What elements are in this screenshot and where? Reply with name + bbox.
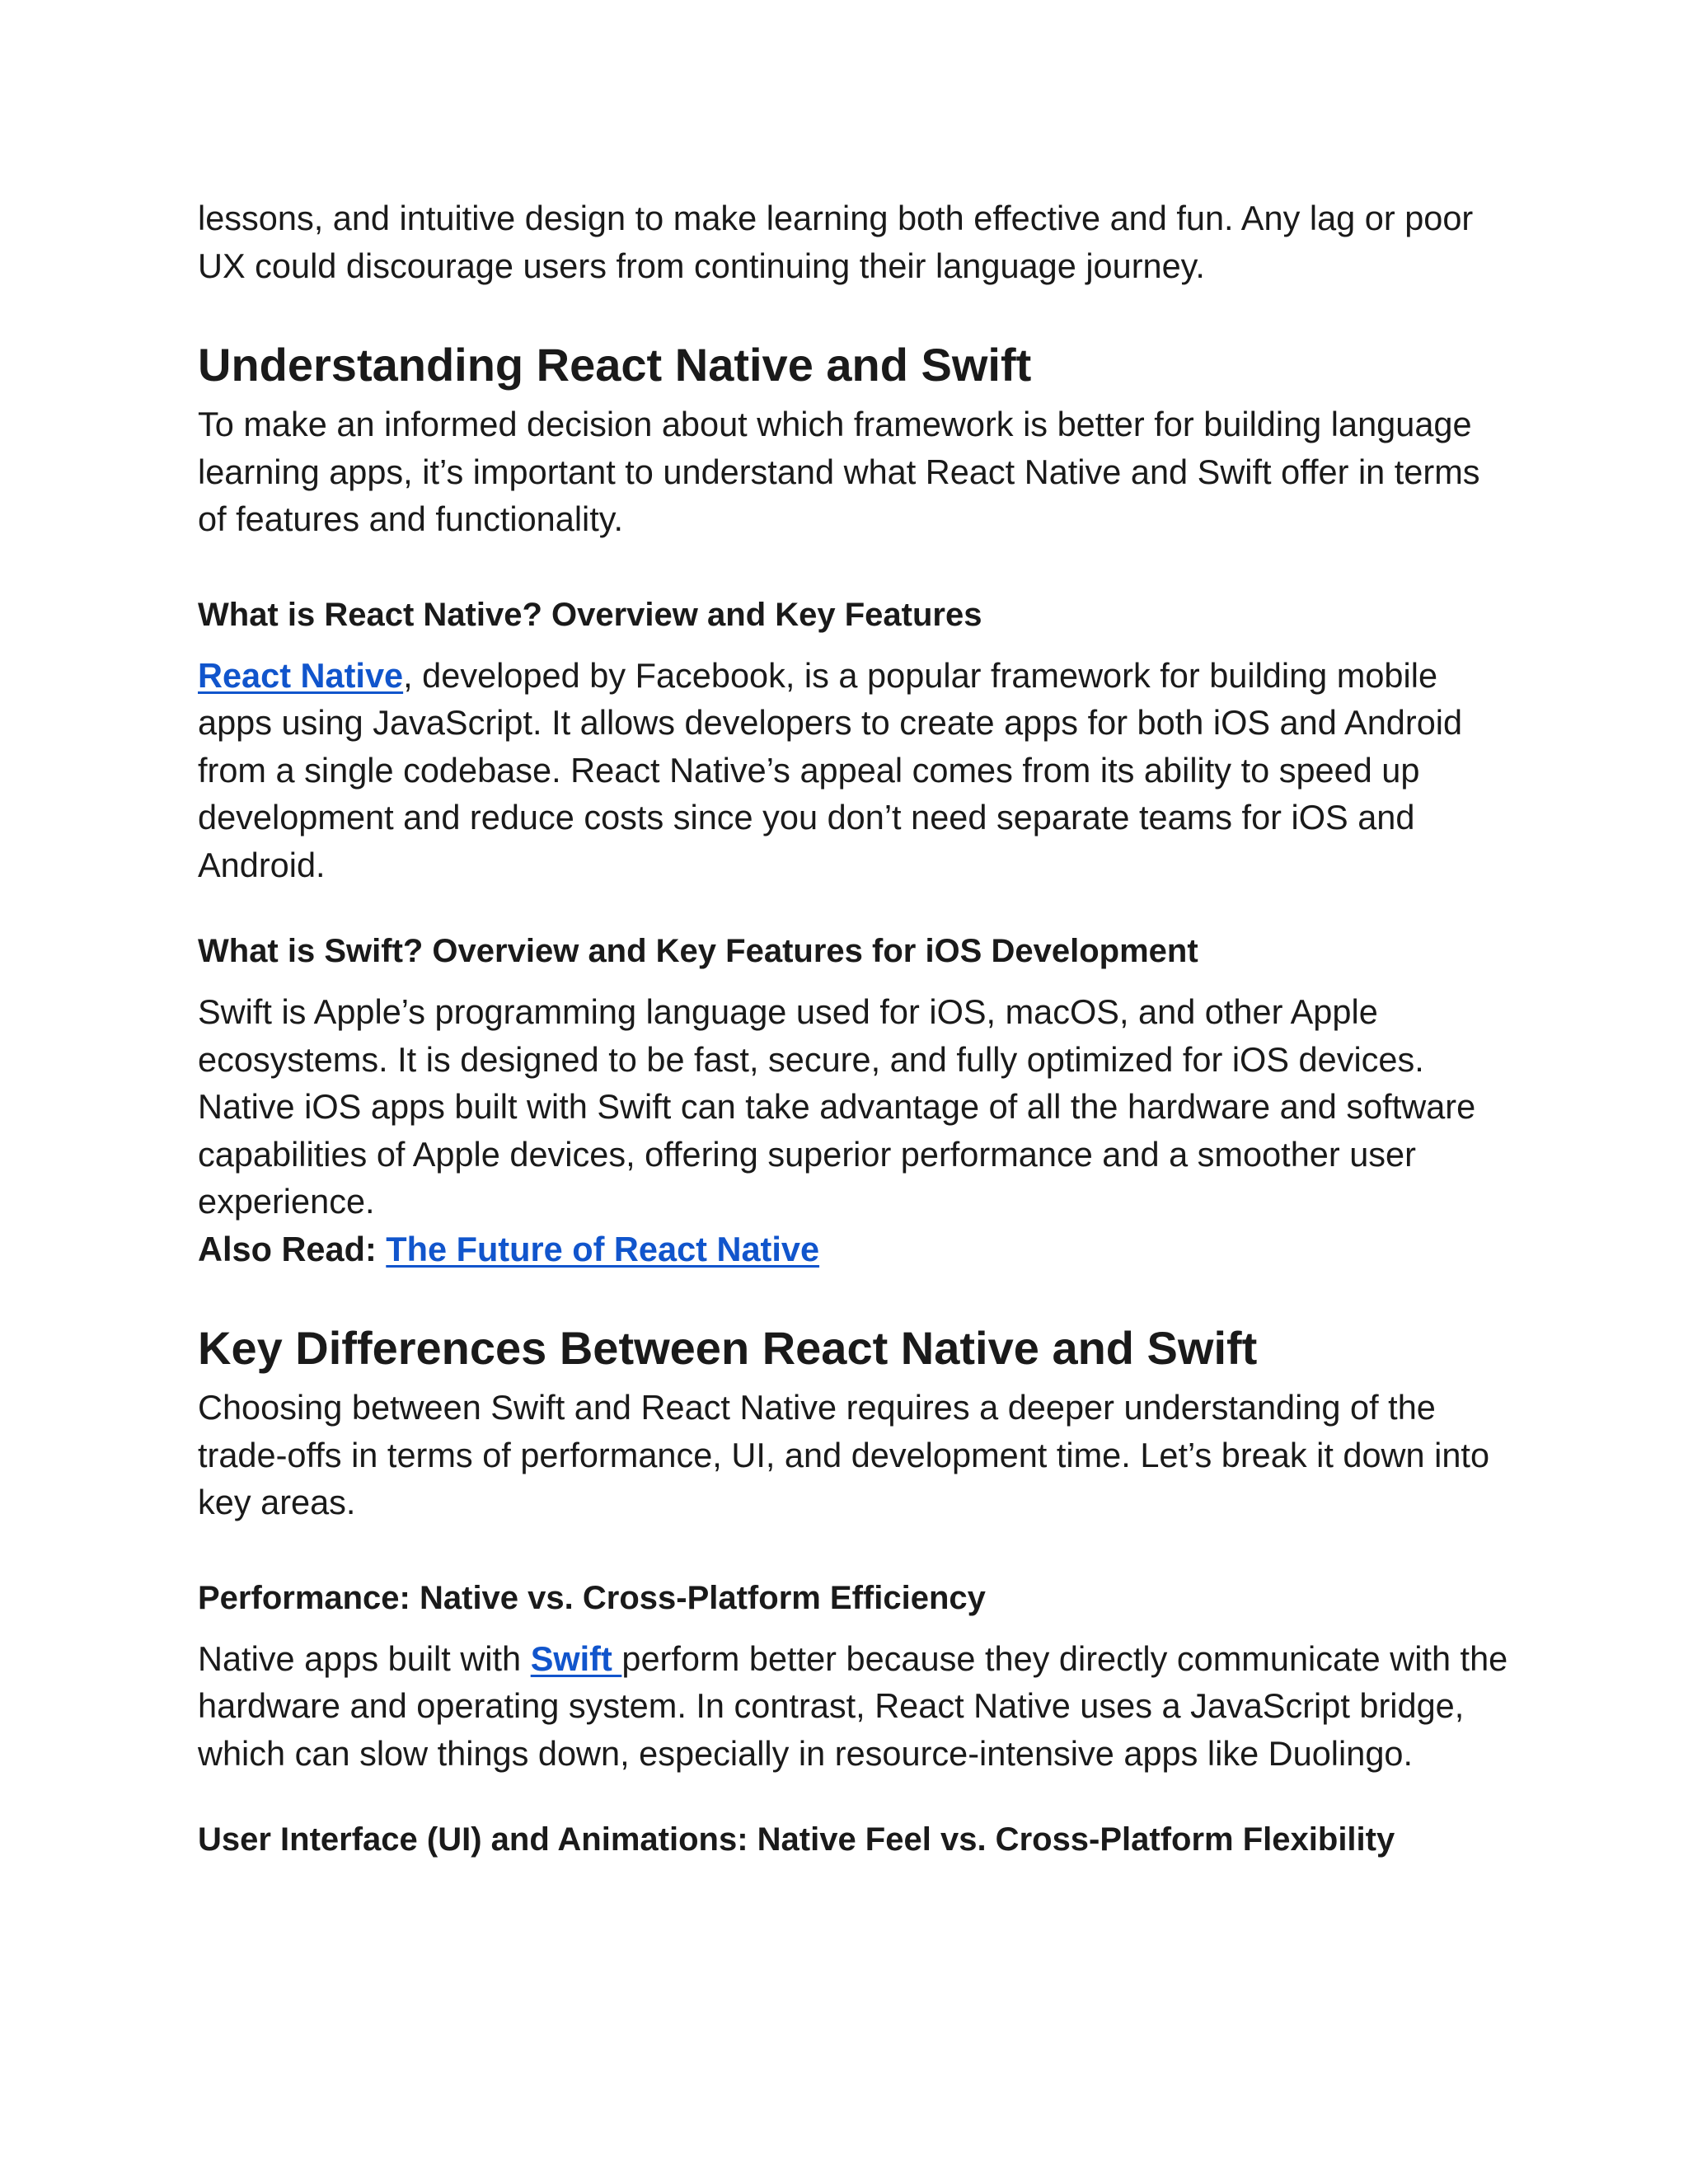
also-read-line: [198, 1226, 1517, 1273]
document-content: [198, 194, 1517, 1866]
react-native-link[interactable]: React Native: [198, 655, 404, 695]
heading-understanding: Understanding React Native and Swift: [198, 339, 1032, 391]
heading-key-differences: Key Differences Between React Native and Swift: [198, 1322, 1258, 1374]
swift-link[interactable]: Swift: [530, 1638, 622, 1678]
heading-user-interface: User Interface (UI) and Animations: Native Feel vs. Cross-Platform Flexibility: [198, 1821, 1395, 1858]
understanding-paragraph: To make an informed decision about which framework is better for building language learning apps, it’s important to understand what React Native and Swift offer in terms of features and functionality.: [198, 405, 1480, 538]
heading-performance: Performance: Native vs. Cross-Platform Efficiency: [198, 1579, 986, 1616]
swift-paragraph: Swift is Apple’s programming language used for iOS, macOS, and other Apple ecosystems. It is designed to be fast, secure, and fully optimized for iOS devices. Native iOS apps built with Swift can take advantage of all the hardware and software capabilities of Apple devices, offering superior performance and a smoother user experience.: [198, 992, 1476, 1221]
differences-paragraph: Choosing between Swift and React Native requires a deeper understanding of the trade-offs in terms of performance, UI, and development time. Let’s break it down into key areas.: [198, 1388, 1490, 1521]
performance-text-after: perform better because they directly communicate with the hardware and operating system. In contrast, React Native uses a JavaScript bridge, which can slow things down, especially in resource-intensive apps like Duolingo.: [198, 1638, 1508, 1773]
intro-paragraph: lessons, and intuitive design to make learning both effective and fun. Any lag or poor UX could discourage users from continuing their language journey.: [198, 199, 1474, 285]
react-native-paragraph-text: , developed by Facebook, is a popular framework for building mobile apps using JavaScript. It allows developers to create apps for both iOS and Android from a single codebase. React Native’s appeal comes from its ability to speed up development and reduce costs since you don’t need separate teams for iOS and Android.: [198, 655, 1463, 884]
react-native-paragraph: [198, 652, 1517, 889]
also-read-label: Also Read:: [198, 1229, 387, 1268]
performance-paragraph: [198, 1635, 1517, 1778]
heading-what-is-swift: What is Swift? Overview and Key Features for iOS Development: [198, 933, 1198, 969]
heading-what-is-react-native: What is React Native? Overview and Key Features: [198, 596, 982, 633]
future-of-react-native-link[interactable]: The Future of React Native: [386, 1229, 820, 1268]
performance-text-before: Native apps built with: [198, 1638, 531, 1678]
